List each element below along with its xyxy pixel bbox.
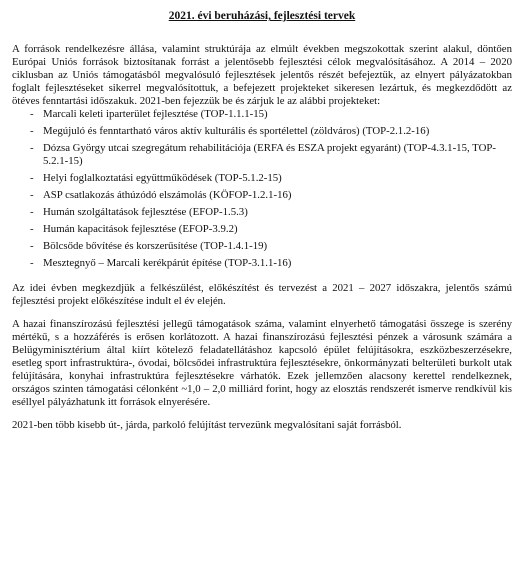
list-item: - Marcali keleti iparterület fejlesztése (TOP-1.1.1-15) [30, 108, 268, 120]
dash-bullet-icon: - [30, 223, 34, 235]
dash-bullet-icon: - [30, 172, 34, 184]
list-item: - Mesztegnyő – Marcali kerékpárút építése (TOP-3.1.1-16) [30, 257, 292, 269]
list-item: - Humán kapacitások fejlesztése (EFOP-3.9.2) [30, 223, 238, 235]
dash-bullet-icon: - [30, 257, 34, 269]
project-list [12, 108, 512, 270]
dash-bullet-icon: - [30, 240, 34, 252]
dash-bullet-icon: - [30, 108, 34, 120]
list-item: - Dózsa György utcai szegregátum rehabilitációja (ERFA és ESZA projekt egyaránt) (TOP-4.3.1-15, TOP-5.2.1-15) [30, 142, 496, 167]
list-item: - Helyi foglalkoztatási együttműködések (TOP-5.1.2-15) [30, 172, 282, 184]
dash-bullet-icon: - [30, 142, 34, 154]
list-item: - Bölcsőde bővítése és korszerűsítése (TOP-1.4.1-19) [30, 240, 268, 252]
document-page [12, 10, 512, 442]
own-funds-paragraph: 2021-ben több kisebb út-, járda, parkoló felújítást tervezünk megvalósítani saját forrásból. [12, 419, 402, 431]
list-item: - ASP csatlakozás áthúzódó elszámolás (KÖFOP-1.2.1-16) [30, 189, 292, 201]
preparation-paragraph: Az idei évben megkezdjük a felkészülést, előkészítést és tervezést a 2021 – 2027 időszakra, jelentős számú fejlesztési projekt előkészítése indult el év elején. [12, 282, 512, 307]
dash-bullet-icon: - [30, 189, 34, 201]
list-item: - Humán szolgáltatások fejlesztése (EFOP-1.5.3) [30, 206, 248, 218]
document-title: 2021. évi beruházási, fejlesztési tervek [168, 10, 356, 22]
intro-paragraph: A források rendelkezésre állása, valamint struktúrája az elmúlt években megszokottak szerint alakul, döntően Európai Uniós források biztosítanak forrást a jelentősebb fejlesztési célok megvalósításához. A 2014 – 2020 ciklusban az Uniós támogatásból megvalósuló fejlesztések jelentős részét befejeztük, az elnyert pályázatokban foglalt fejlesztéseket sikerrel megvalósítottuk, a befejezett projekteket sikeresen lezártuk, és megkezdődött az ötéves fenntartási időszakuk. 2021-ben fejezzük be és zárjuk le az alábbi projekteket: [12, 43, 512, 107]
dash-bullet-icon: - [30, 125, 34, 137]
list-item: - Megújuló és fenntartható város aktív kulturális és sportélettel (zöldváros) (TOP-2.1.2-16) [30, 125, 430, 137]
dash-bullet-icon: - [30, 206, 34, 218]
domestic-funding-paragraph: A hazai finanszírozású fejlesztési jellegű támogatások száma, valamint elnyerhető támogatási összege is szerény mértékű, s a hozzáférés is erősen korlátozott. A hazai finanszírozású fejlesztési pénzek a városunk számára a Belügyminisztérium által kiírt kötelező feladatellátáshoz kapcsoló épület felújításokra, eszközbeszerzésekre, esetleg sport infrastruktúra-, óvodai, bölcsődei infrastruktúra fejlesztésekre, önkormányzati belterületi burkolt utak felújítására, konyhai infrastruktúra fejlesztésekre várhatók. Ezek jellemzően alacsony kerettel rendelkeznek, országos szinten támogatási célonként ~1,0 – 2,0 milliárd forint, hogy az elosztás rendszerét ismerve rendkívül kis eséllyel pályázhatunk itt források elnyerésére. [12, 318, 512, 408]
